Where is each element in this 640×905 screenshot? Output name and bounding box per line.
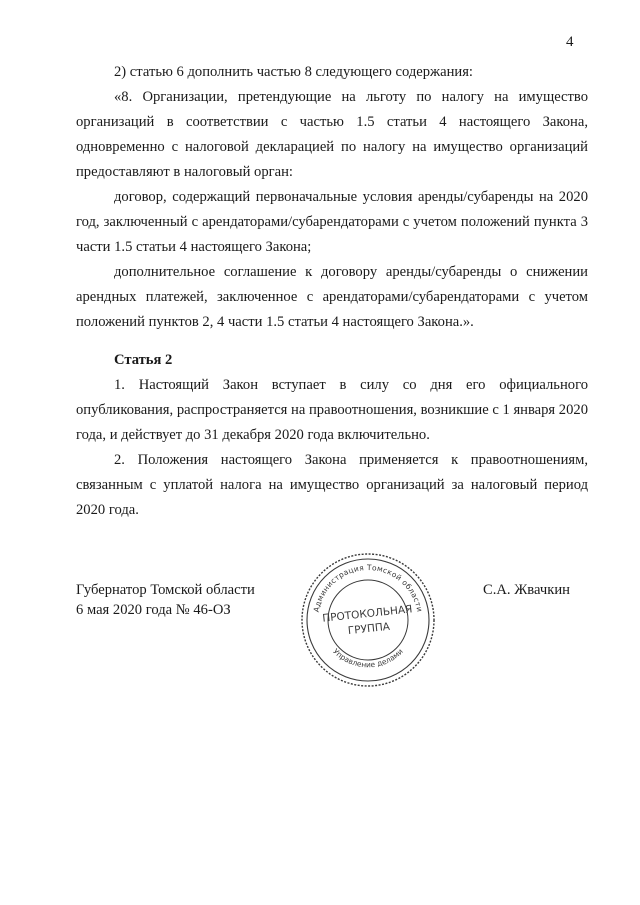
stamp-top-arc: Администрация Томской области — [311, 562, 425, 613]
article-2-heading: Статья 2 — [114, 352, 173, 368]
stamp-center-line-2: ГРУППА — [347, 620, 391, 638]
amendment-paragraph-8: «8. Организации, претендующие на льготу по налогу на имущество организаций в соответствии с частью 1.5 статьи 4 настоящего Закона, одновременно с налоговой декларацией по налогу на имущество организаций предоставляют в налоговый орган: — [76, 89, 588, 180]
page-number: 4 — [566, 34, 574, 50]
article-2-section — [76, 348, 588, 523]
stamp-bottom-arc: Управление делами — [331, 646, 405, 670]
amendment-item-agreement: дополнительное соглашение к договору аренды/субаренды о снижении арендных платежей, заключенное с арендаторами/субарендаторами с учетом положений пунктов 2, 4 части 1.5 статьи 4 настоящего Закона.». — [76, 264, 588, 330]
article-2-clause-1: 1. Настоящий Закон вступает в силу со дня его официального опубликования, распространяется на правоотношения, возникшие с 1 января 2020 года, и действует до 31 декабря 2020 года включительно. — [76, 377, 588, 443]
official-stamp — [299, 551, 437, 689]
amendment-intro: 2) статью 6 дополнить частью 8 следующего содержания: — [114, 64, 473, 80]
stamp-center-line-1: ПРОТОКОЛЬНАЯ — [321, 603, 413, 625]
signatory-name: С.А. Жвачкин — [483, 582, 570, 598]
signatory-position: Губернатор Томской области — [76, 582, 255, 598]
signature-block — [76, 580, 255, 620]
amendment-section — [76, 60, 588, 335]
amendment-item-contract: договор, содержащий первоначальные условия аренды/субаренды на 2020 год, заключенный с арендаторами/субарендаторами с учетом положений пункта 3 части 1.5 статьи 4 настоящего Закона; — [76, 189, 588, 255]
article-2-clause-2: 2. Положения настоящего Закона применяется к правоотношениям, связанным с уплатой налога на имущество организаций за налоговый период 2020 года. — [76, 452, 588, 518]
law-date-number: 6 мая 2020 года № 46-ОЗ — [76, 602, 231, 618]
